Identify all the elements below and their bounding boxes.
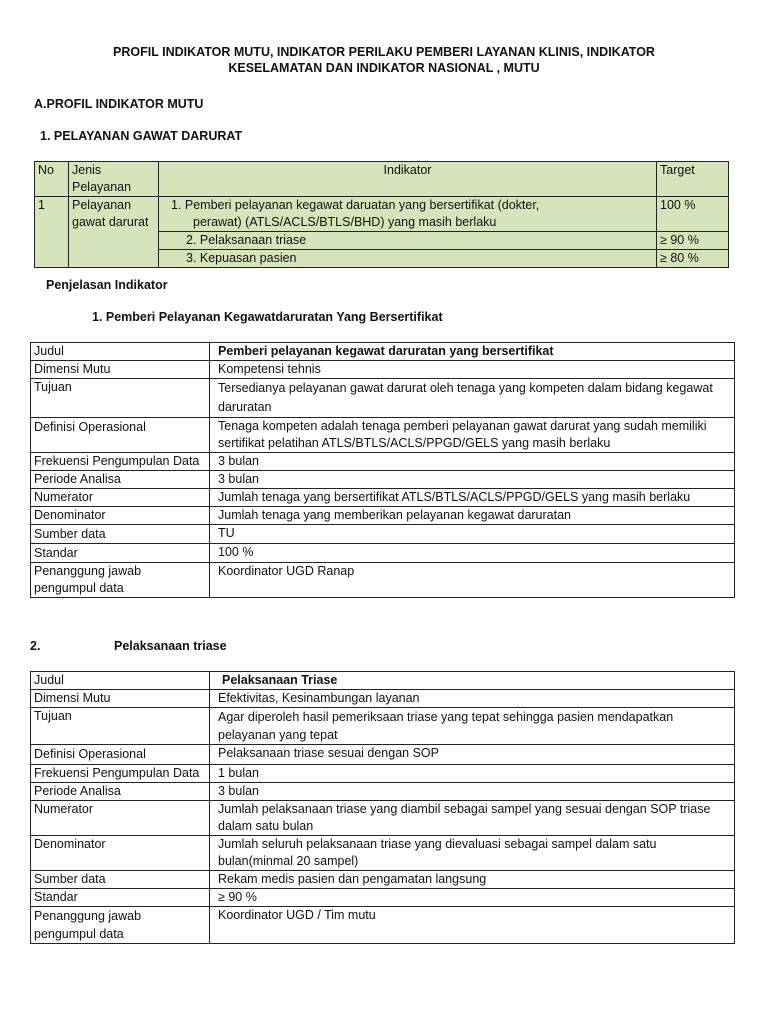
row-key: Judul: [31, 672, 210, 690]
summary-indikator-2: 2. Pelaksanaan triase: [159, 232, 657, 250]
summary-indikator-1: [159, 197, 657, 232]
row-value: Jumlah tenaga yang bersertifikat ATLS/BTLS/ACLS/PPGD/GELS yang masih berlaku: [210, 489, 735, 507]
row-key: Tujuan: [31, 379, 210, 418]
row-value: Pelaksanaan triase sesuai dengan SOP: [210, 745, 735, 765]
table-row: [31, 836, 735, 871]
penjelasan-heading: Penjelasan Indikator: [46, 278, 168, 292]
row-value: Koordinator UGD Ranap: [210, 563, 735, 598]
summary-row: [35, 197, 729, 232]
table-row: [31, 765, 735, 783]
row-value: Pelaksanaan Triase: [210, 672, 735, 690]
row-value: 100 %: [210, 544, 735, 563]
indicator-2-number: 2.: [30, 639, 41, 653]
row-key: Penanggung jawab pengumpul data: [31, 907, 210, 944]
row-key: Judul: [31, 343, 210, 361]
summary-jenis: Pelayanan gawat darurat: [69, 197, 159, 268]
summary-no: 1: [35, 197, 69, 268]
row-key: Sumber data: [31, 871, 210, 889]
table-row: [31, 379, 735, 418]
summary-target-3: ≥ 80 %: [657, 250, 729, 268]
row-value: 3 bulan: [210, 471, 735, 489]
row-key: Frekuensi Pengumpulan Data: [31, 765, 210, 783]
summary-header-row: [35, 162, 729, 197]
row-key: Standar: [31, 889, 210, 907]
document-title: [60, 44, 708, 76]
table-row: [31, 871, 735, 889]
indikator-1-line2: perawat) (ATLS/ACLS/BTLS/BHD) yang masih berlaku: [193, 215, 497, 229]
row-value: Koordinator UGD / Tim mutu: [210, 907, 735, 944]
table-row: [31, 343, 735, 361]
header-jenis: Jenis Pelayanan: [69, 162, 159, 197]
table-row: [31, 453, 735, 471]
table-row: [31, 489, 735, 507]
section-1-heading: 1. PELAYANAN GAWAT DARURAT: [40, 129, 243, 143]
row-key: Denominator: [31, 836, 210, 871]
row-value: Tersedianya pelayanan gawat darurat oleh tenaga yang kompeten dalam bidang kegawat daruratan: [210, 379, 735, 418]
summary-indikator-3: 3. Kepuasan pasien: [159, 250, 657, 268]
table-row: [31, 690, 735, 708]
row-value: Jumlah pelaksanaan triase yang diambil sebagai sampel yang sesuai dengan SOP triase dalam satu bulan: [210, 801, 735, 836]
row-value: Rekam medis pasien dan pengamatan langsung: [210, 871, 735, 889]
indicator-2-heading: Pelaksanaan triase: [114, 639, 227, 653]
row-key: Dimensi Mutu: [31, 361, 210, 379]
title-line-1: PROFIL INDIKATOR MUTU, INDIKATOR PERILAKU PEMBERI LAYANAN KLINIS, INDIKATOR: [113, 45, 655, 59]
row-value: TU: [210, 525, 735, 544]
table-row: [31, 525, 735, 544]
row-value: Jumlah seluruh pelaksanaan triase yang dievaluasi sebagai sampel dalam satu bulan(minmal 20 sampel): [210, 836, 735, 871]
table-row: [31, 672, 735, 690]
row-key: Definisi Operasional: [31, 418, 210, 453]
title-line-2: KESELAMATAN DAN INDIKATOR NASIONAL , MUTU: [228, 61, 540, 75]
table-row: [31, 471, 735, 489]
row-key: Frekuensi Pengumpulan Data: [31, 453, 210, 471]
row-value: Kompetensi tehnis: [210, 361, 735, 379]
table-row: [31, 907, 735, 944]
table-row: [31, 801, 735, 836]
row-value: 3 bulan: [210, 783, 735, 801]
profile-table-2: [30, 671, 735, 944]
table-row: [31, 708, 735, 745]
row-value: 3 bulan: [210, 453, 735, 471]
header-no: No: [35, 162, 69, 197]
section-a-heading: A.PROFIL INDIKATOR MUTU: [34, 97, 204, 111]
row-key: Numerator: [31, 801, 210, 836]
indicator-1-heading: 1. Pemberi Pelayanan Kegawatdaruratan Yang Bersertifikat: [92, 310, 443, 324]
row-value: ≥ 90 %: [210, 889, 735, 907]
table-row: [31, 745, 735, 765]
row-key: Definisi Operasional: [31, 745, 210, 765]
table-row: [31, 361, 735, 379]
row-value: 1 bulan: [210, 765, 735, 783]
table-row: [31, 783, 735, 801]
table-row: [31, 507, 735, 525]
table-row: [31, 563, 735, 598]
row-value: Tenaga kompeten adalah tenaga pemberi pelayanan gawat darurat yang sudah memiliki sertifikat pelatihan ATLS/BTLS/ACLS/PPGD/GELS yang masih berlaku: [210, 418, 735, 453]
row-key: Periode Analisa: [31, 783, 210, 801]
row-value: Pemberi pelayanan kegawat daruratan yang bersertifikat: [210, 343, 735, 361]
row-key: Sumber data: [31, 525, 210, 544]
row-key: Tujuan: [31, 708, 210, 745]
row-value: Agar diperoleh hasil pemeriksaan triase yang tepat sehingga pasien mendapatkan pelayanan yang tepat: [210, 708, 735, 745]
row-key: Periode Analisa: [31, 471, 210, 489]
table-row: [31, 889, 735, 907]
indikator-1-line1: 1. Pemberi pelayanan kegawat daruatan yang bersertifikat (dokter,: [171, 198, 540, 212]
header-indikator: Indikator: [159, 162, 657, 197]
header-target: Target: [657, 162, 729, 197]
summary-target-1: 100 %: [657, 197, 729, 232]
summary-table: [34, 161, 729, 268]
row-value: Efektivitas, Kesinambungan layanan: [210, 690, 735, 708]
row-key: Numerator: [31, 489, 210, 507]
row-key: Denominator: [31, 507, 210, 525]
row-key: Standar: [31, 544, 210, 563]
table-row: [31, 418, 735, 453]
summary-target-2: ≥ 90 %: [657, 232, 729, 250]
row-key: Dimensi Mutu: [31, 690, 210, 708]
row-value: Jumlah tenaga yang memberikan pelayanan kegawat daruratan: [210, 507, 735, 525]
row-key: Penanggung jawab pengumpul data: [31, 563, 210, 598]
profile-table-1: [30, 342, 735, 598]
table-row: [31, 544, 735, 563]
